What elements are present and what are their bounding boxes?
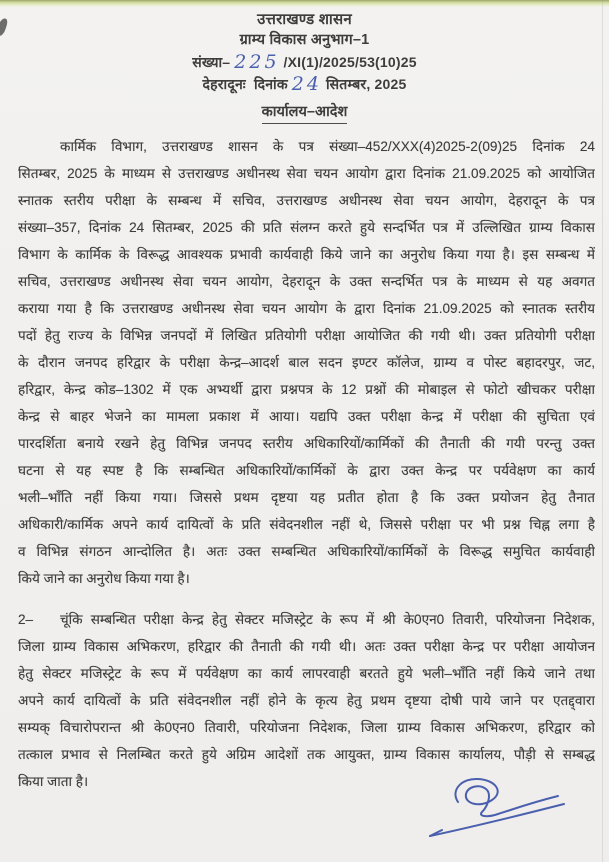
scan-right-edge-line bbox=[602, 0, 603, 862]
body-line: संख्या–357, दिनांक 24 सितम्बर, 2025 की प्रति संलग्न करते हुये सन्दर्भित पत्र में उल्लिखित ग्राम्य विकास bbox=[18, 220, 595, 235]
reference-number-line bbox=[0, 51, 609, 73]
body-line: घटना से यह स्पष्ट है कि सम्बन्धित अधिकारियों/कार्मिकों के द्वारा उक्त केन्द्र पर पर्यवेक्षण का कार्य bbox=[18, 463, 595, 478]
signature-scribble bbox=[412, 766, 582, 854]
body-line: केन्द्र से बाहर भेजने का मामला प्रकाश में आया। यद्यपि उक्त परीक्षा केन्द्र में परीक्षा की सुचिता एवं bbox=[18, 409, 595, 424]
handwritten-date: 24 bbox=[291, 73, 322, 95]
place-label: देहरादूनः bbox=[202, 76, 246, 92]
body-line: हेतु सेक्टर मजिस्ट्रेट के रूप में पर्यवेक्षण का कार्य लापरवाही बरतते हुये भली–भाँति नहीं किये जाने तथा bbox=[18, 666, 595, 681]
scan-top-edge-artifact bbox=[0, 0, 609, 7]
place-date-line bbox=[0, 73, 609, 95]
body-line: कार्मिक विभाग, उत्तराखण्ड शासन के पत्र संख्या–452/XXX(4)2025-2(09)25 दिनांक 24 bbox=[60, 139, 595, 154]
body-line: सम्यक् विचारोपरान्त श्री के0एन0 तिवारी, परियोजना निदेशक, जिला ग्राम्य विकास अभिकरण, हरिद्वार को bbox=[18, 720, 595, 735]
date-label: दिनांक bbox=[253, 76, 288, 92]
body-line: कराया गया है कि उत्तराखण्ड अधीनस्थ सेवा चयन आयोग के द्वारा दिनांक 21.09.2025 को स्नातक स्तरीय bbox=[18, 301, 595, 316]
body-line: जिला ग्राम्य विकास अभिकरण, हरिद्वार की तैनाती की गयी थी। अतः उक्त परीक्षा केन्द्र पर परीक्षा आयोजन bbox=[18, 639, 595, 654]
body-line: स्नातक स्तरीय परीक्षा के सम्बन्ध में सचिव, उत्तराखण्ड अधीनस्थ सेवा चयन आयोग, देहरादून के पत्र bbox=[18, 193, 595, 208]
government-name: उत्तराखण्ड शासन bbox=[257, 11, 352, 28]
department-name: ग्राम्य विकास अनुभाग–1 bbox=[239, 32, 370, 48]
body-line: हरिद्वार, केन्द्र कोड–1302 में एक अभ्यर्थी द्वारा प्रश्नपत्र के 12 प्रश्नों की मोबाइल से फोटो खीचकर परीक्षा bbox=[18, 382, 595, 397]
order-body bbox=[18, 133, 595, 795]
body-line: सितम्बर, 2025 के माध्यम से उत्तराखण्ड अधीनस्थ सेवा चयन आयोग द्वारा दिनांक 21.09.2025 को आयोजित bbox=[18, 166, 595, 181]
body-line: भली–भाँति नहीं किया गया। जिससे प्रथम दृष्टया यह प्रतीत होता है कि उक्त प्रयोजन हेतु तैनात bbox=[18, 490, 595, 505]
body-line: किये जाने का अनुरोध किया गया है। bbox=[18, 571, 190, 586]
handwritten-ref-number: 225 bbox=[234, 51, 280, 73]
body-line: विभाग के कार्मिक के विरूद्ध आवश्यक प्रभावी कार्यवाही किये जाने का अनुरोध किया गया है। इस सम्बन्ध में bbox=[18, 247, 595, 262]
body-line: पदों हेतु राज्य के विभिन्न जनपदों में लिखित प्रतियोगी परीक्षा आयोजित की गयी थी। उक्त प्रतियोगी परीक्षा bbox=[18, 328, 595, 343]
date-rest: सितम्बर, 2025 bbox=[325, 76, 407, 92]
body-line: व विभिन्न संगठन आन्दोलित है। अतः उक्त सम्बन्धित अधिकारियों/कार्मिकों के विरूद्ध समुचित कार्यवाही bbox=[18, 544, 595, 559]
body-line: के दौरान जनपद हरिद्वार के परीक्षा केन्द्र–आदर्श बाल सदन इण्टर कॉलेज, ग्राम्य व पोस्ट बहादरपुर, जट, bbox=[18, 355, 595, 370]
body-line: तत्काल प्रभाव से निलम्बित करते हुये अग्रिम आदेशों तक आयुक्त, ग्राम्य विकास कार्यालय, पौड़ी से सम्बद्ध bbox=[18, 747, 595, 762]
body-line: अपने कार्य दायित्वों के प्रति संवेदनशील नहीं होने के कृत्य हेतु प्रथम दृष्टया दोषी पाये जाने पर एतद्द्वारा bbox=[18, 693, 595, 708]
body-line: किया जाता है। bbox=[18, 774, 89, 789]
paragraph-number: 2– bbox=[18, 612, 34, 627]
body-line: पारदर्शिता बनाये रखने हेतु विभिन्न जनपद स्तरीय अधिकारियों/कार्मिकों की तैनाती की गयी परन्तु उक्त bbox=[18, 436, 595, 451]
body-line: सचिव, उत्तराखण्ड अधीनस्थ सेवा चयन आयोग, देहरादून के उक्त सन्दर्भित पत्र के माध्यम से यह अवगत bbox=[18, 274, 595, 289]
ref-label: संख्या– bbox=[192, 54, 231, 70]
ref-number-rest: /XI(1)/2025/53(10)25 bbox=[283, 54, 417, 70]
body-line: चूंकि सम्बन्धित परीक्षा केन्द्र हेतु सेक्टर मजिस्ट्रेट के रूप में श्री के0एन0 तिवारी, परियोजना निदेशक, bbox=[60, 612, 595, 627]
body-line: अधिकारी/कार्मिक अपने कार्य दायित्वों के प्रति संवेदनशील नहीं थे, जिससे परीक्षा पर भी प्रश्न चिह्न लगा है bbox=[18, 517, 595, 532]
paragraph-1 bbox=[18, 133, 595, 592]
order-heading: कार्यालय–आदेश bbox=[262, 101, 348, 124]
letterhead bbox=[0, 0, 609, 124]
